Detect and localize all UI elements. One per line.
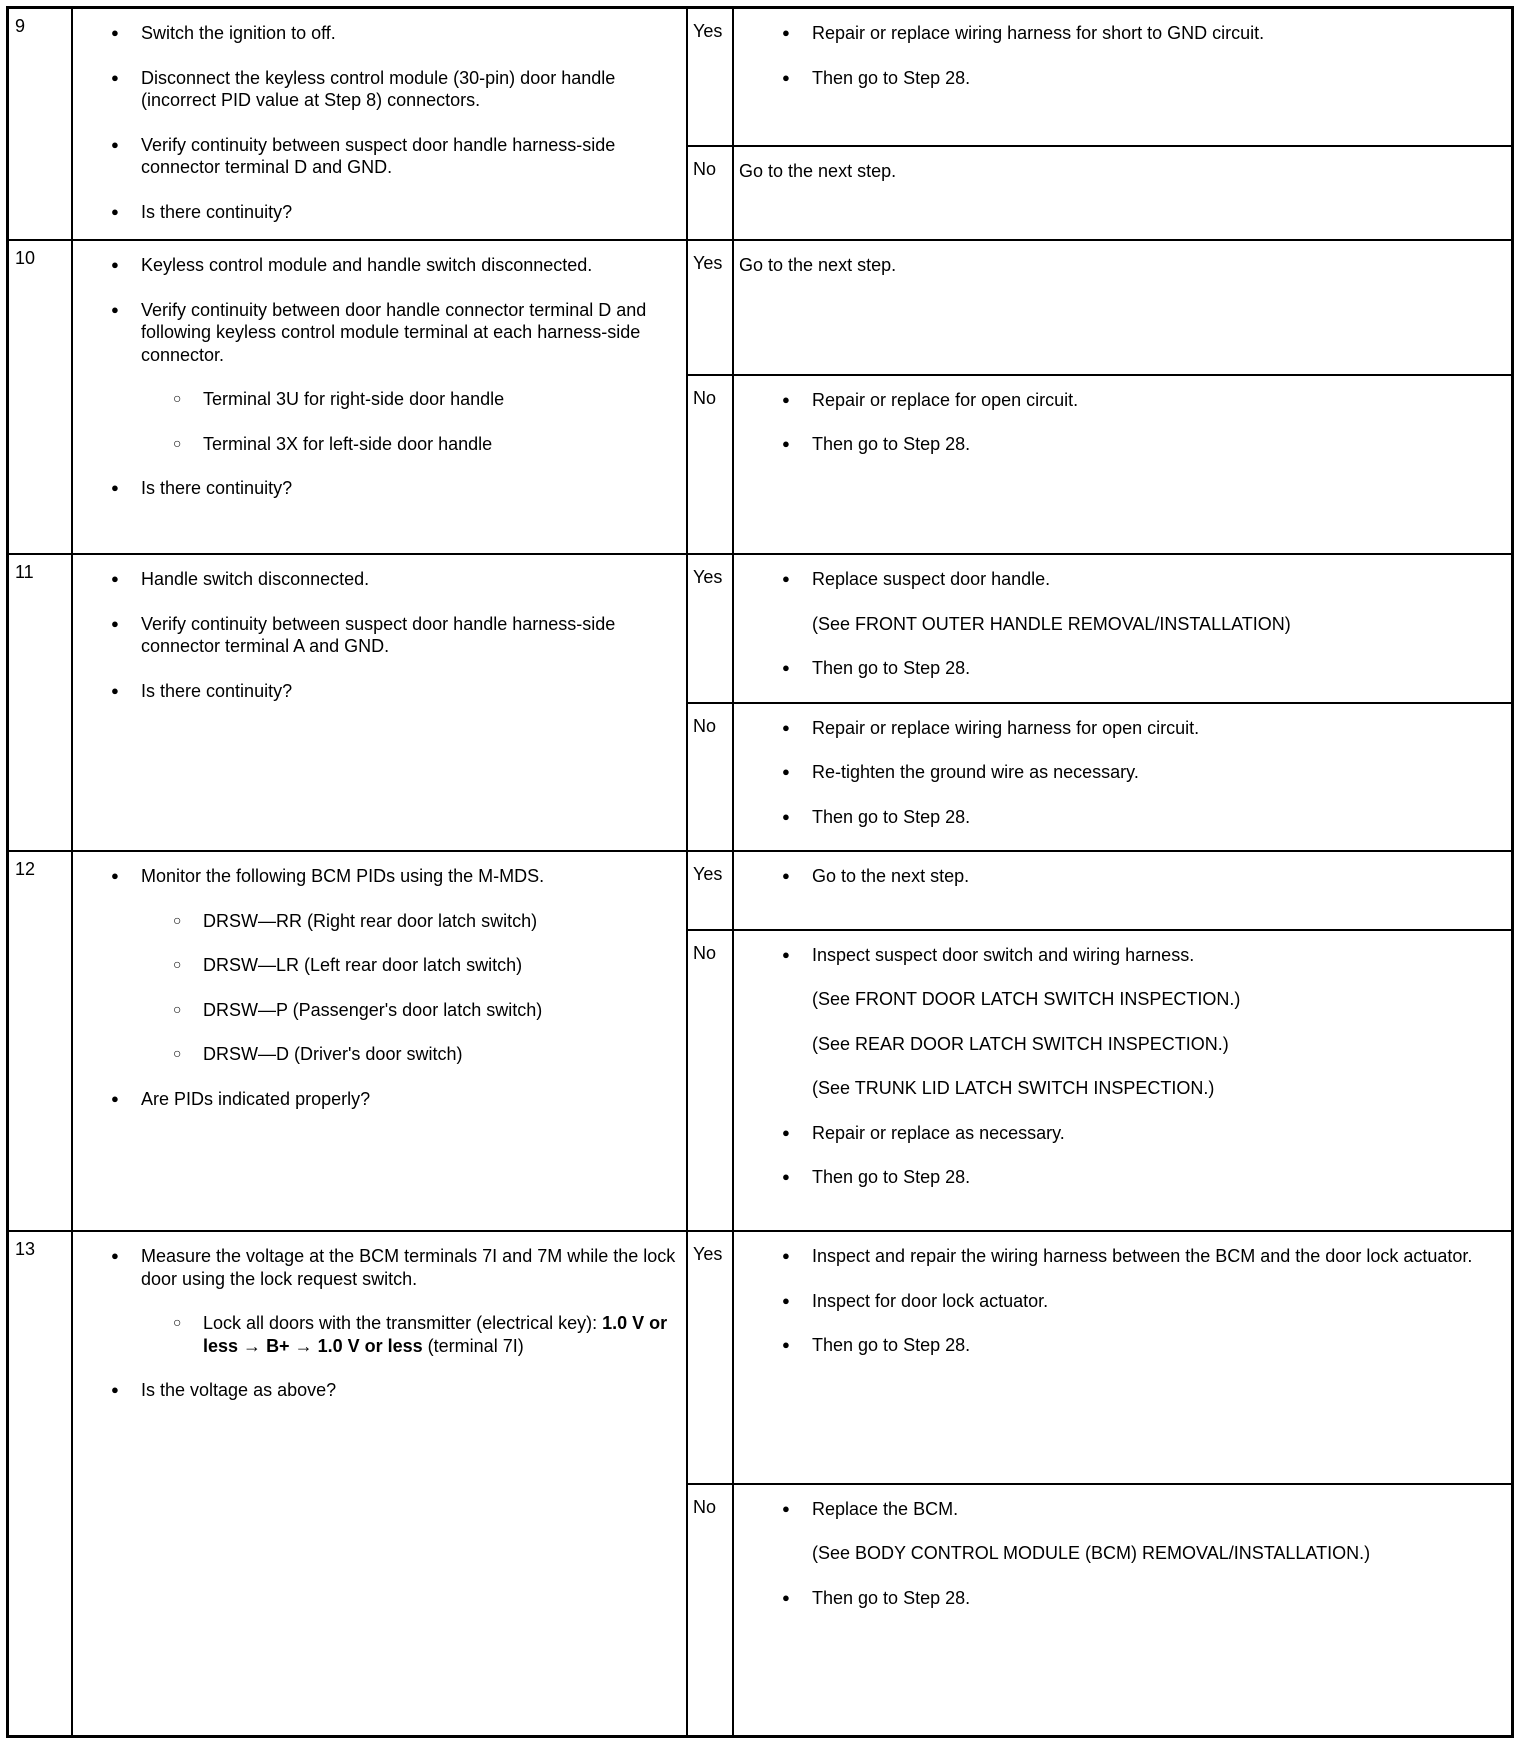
result-label: Yes bbox=[688, 9, 734, 145]
result-row bbox=[688, 1232, 1511, 1485]
filled-bullet-icon: ● bbox=[782, 1589, 790, 1605]
item-text: (See FRONT DOOR LATCH SWITCH INSPECTION.) bbox=[812, 989, 1241, 1010]
item-text: Then go to Step 28. bbox=[812, 1167, 971, 1188]
inspection-item-sub bbox=[73, 910, 676, 933]
filled-bullet-icon: ● bbox=[111, 480, 119, 495]
filled-bullet-icon: ● bbox=[111, 257, 119, 272]
item-text: Switch the ignition to off. bbox=[141, 23, 336, 43]
result-label: Yes bbox=[688, 241, 734, 374]
open-circle-bullet-icon: ○ bbox=[173, 956, 182, 972]
results-section bbox=[688, 555, 1511, 850]
filled-bullet-icon: ● bbox=[111, 615, 119, 631]
step-row bbox=[9, 555, 1511, 852]
result-row bbox=[688, 555, 1511, 704]
result-row bbox=[688, 1485, 1511, 1736]
filled-bullet-icon: ● bbox=[782, 391, 790, 407]
result-label: No bbox=[688, 376, 734, 553]
item-text: Is there continuity? bbox=[141, 201, 293, 222]
item-text: Is there continuity? bbox=[141, 478, 293, 498]
action-item-bullet bbox=[734, 22, 1499, 45]
filled-bullet-icon: ● bbox=[782, 946, 790, 962]
item-text: Are PIDs indicated properly? bbox=[141, 1088, 371, 1109]
inspection-item-sub bbox=[73, 433, 676, 456]
action-item-bullet bbox=[734, 433, 1499, 456]
action-item-bullet bbox=[734, 1166, 1499, 1189]
action-cell bbox=[734, 931, 1511, 1230]
action-item-bullet bbox=[734, 1334, 1499, 1357]
filled-bullet-icon: ● bbox=[111, 301, 119, 317]
filled-bullet-icon: ● bbox=[782, 868, 790, 883]
item-text: Disconnect the keyless control module (30-pin) door handle (incorrect PID value at Step 8) connectors. bbox=[141, 67, 616, 110]
inspection-cell bbox=[73, 852, 688, 1230]
open-circle-bullet-icon: ○ bbox=[173, 1045, 182, 1061]
inspection-item-bullet bbox=[73, 477, 676, 500]
item-text: Inspect suspect door switch and wiring harness. bbox=[812, 944, 1195, 965]
item-text: Inspect and repair the wiring harness between the BCM and the door lock actuator. bbox=[812, 1246, 1473, 1266]
action-item-bullet bbox=[734, 568, 1499, 591]
action-item-bullet bbox=[734, 944, 1499, 967]
item-text: (See FRONT OUTER HANDLE REMOVAL/INSTALLATION) bbox=[812, 613, 1291, 634]
inspection-item-bullet bbox=[73, 1379, 676, 1402]
action-cell bbox=[734, 1485, 1511, 1736]
action-item-bullet bbox=[734, 1587, 1499, 1610]
action-cell bbox=[734, 9, 1511, 145]
item-text: Is there continuity? bbox=[141, 680, 293, 701]
filled-bullet-icon: ● bbox=[111, 682, 119, 698]
inspection-item-bullet bbox=[73, 865, 676, 888]
result-row bbox=[688, 376, 1511, 553]
filled-bullet-icon: ● bbox=[782, 719, 790, 735]
inspection-cell bbox=[73, 555, 688, 850]
action-cell bbox=[734, 241, 1511, 374]
action-cell bbox=[734, 704, 1511, 851]
step-number: 13 bbox=[9, 1232, 73, 1735]
result-row bbox=[688, 9, 1511, 147]
action-item-bullet bbox=[734, 865, 1499, 888]
filled-bullet-icon: ● bbox=[111, 25, 119, 40]
result-row bbox=[688, 931, 1511, 1230]
item-text: Go to the next step. bbox=[739, 255, 897, 275]
action-item-bullet bbox=[734, 1290, 1499, 1313]
result-label: Yes bbox=[688, 852, 734, 929]
item-text: Verify continuity between suspect door handle harness-side connector terminal D and GND. bbox=[141, 134, 616, 177]
inspection-item-bullet bbox=[73, 299, 676, 367]
item-text: Repair or replace as necessary. bbox=[812, 1122, 1065, 1143]
inspection-item-bullet bbox=[73, 1245, 676, 1290]
item-text: Handle switch disconnected. bbox=[141, 569, 370, 589]
item-text: Verify continuity between suspect door handle harness-side connector terminal A and GND. bbox=[141, 613, 616, 656]
result-label: Yes bbox=[688, 1232, 734, 1483]
results-section bbox=[688, 852, 1511, 1230]
action-cell bbox=[734, 1232, 1511, 1483]
inspection-item-sub bbox=[73, 1043, 676, 1066]
item-text: Go to the next step. bbox=[812, 866, 970, 886]
action-item-note bbox=[734, 1542, 1499, 1565]
item-text: Re-tighten the ground wire as necessary. bbox=[812, 762, 1139, 782]
results-section bbox=[688, 9, 1511, 239]
inspection-item-bullet bbox=[73, 67, 676, 112]
action-item-bullet bbox=[734, 806, 1499, 829]
inspection-cell bbox=[73, 241, 688, 553]
filled-bullet-icon: ● bbox=[111, 1382, 119, 1397]
filled-bullet-icon: ● bbox=[111, 1090, 119, 1106]
action-cell bbox=[734, 555, 1511, 702]
item-text: Is the voltage as above? bbox=[141, 1380, 337, 1400]
item-text: Then go to Step 28. bbox=[812, 658, 971, 678]
filled-bullet-icon: ● bbox=[111, 69, 119, 85]
inspection-item-bullet bbox=[73, 254, 676, 277]
filled-bullet-icon: ● bbox=[782, 1248, 790, 1263]
result-label: No bbox=[688, 1485, 734, 1736]
item-text: Go to the next step. bbox=[739, 161, 897, 182]
step-row bbox=[9, 241, 1511, 555]
inspection-item-bullet bbox=[73, 613, 676, 658]
step-row bbox=[9, 1232, 1511, 1735]
inspection-item-bullet bbox=[73, 134, 676, 179]
action-item-bullet bbox=[734, 1122, 1499, 1145]
item-text: Then go to Step 28. bbox=[812, 1335, 971, 1355]
item-text: Repair or replace for open circuit. bbox=[812, 389, 1079, 410]
item-text: (See REAR DOOR LATCH SWITCH INSPECTION.) bbox=[812, 1033, 1229, 1054]
inspection-item-bullet bbox=[73, 22, 676, 45]
item-text: Verify continuity between door handle connector terminal D and following keyless control module terminal at each harness-side connector. bbox=[141, 299, 647, 365]
item-text: Lock all doors with the transmitter (electrical key): 1.0 V or less → B+ → 1.0 V or less (terminal 7I) bbox=[203, 1313, 668, 1356]
result-row bbox=[688, 852, 1511, 931]
filled-bullet-icon: ● bbox=[111, 868, 119, 883]
result-row bbox=[688, 241, 1511, 376]
item-text: DRSW—D (Driver's door switch) bbox=[203, 1044, 463, 1064]
item-text: (See TRUNK LID LATCH SWITCH INSPECTION.) bbox=[812, 1078, 1215, 1099]
item-text: Keyless control module and handle switch disconnected. bbox=[141, 255, 593, 275]
result-row bbox=[688, 147, 1511, 239]
action-cell bbox=[734, 852, 1511, 929]
item-text: (See BODY CONTROL MODULE (BCM) REMOVAL/INSTALLATION.) bbox=[812, 1543, 1371, 1563]
step-number: 10 bbox=[9, 241, 73, 553]
item-text: Replace suspect door handle. bbox=[812, 569, 1051, 589]
inspection-item-bullet bbox=[73, 201, 676, 224]
step-number: 12 bbox=[9, 852, 73, 1230]
action-item-bullet bbox=[734, 389, 1499, 412]
step-row bbox=[9, 852, 1511, 1232]
filled-bullet-icon: ● bbox=[111, 1248, 119, 1263]
action-item-note bbox=[734, 613, 1499, 636]
step-number: 9 bbox=[9, 9, 73, 239]
action-cell bbox=[734, 376, 1511, 553]
filled-bullet-icon: ● bbox=[782, 69, 790, 85]
action-item-bullet bbox=[734, 657, 1499, 680]
item-text: Replace the BCM. bbox=[812, 1498, 959, 1519]
action-item-bullet bbox=[734, 1245, 1499, 1268]
inspection-cell bbox=[73, 9, 688, 239]
open-circle-bullet-icon: ○ bbox=[173, 1000, 182, 1017]
filled-bullet-icon: ● bbox=[782, 1169, 790, 1185]
result-label: No bbox=[688, 704, 734, 851]
item-text: DRSW—LR (Left rear door latch switch) bbox=[203, 955, 523, 975]
inspection-item-bullet bbox=[73, 1088, 676, 1111]
open-circle-bullet-icon: ○ bbox=[173, 911, 182, 928]
step-row bbox=[9, 9, 1511, 241]
action-item-bullet bbox=[734, 1498, 1499, 1521]
open-circle-bullet-icon: ○ bbox=[173, 434, 182, 451]
result-label: Yes bbox=[688, 555, 734, 702]
inspection-item-sub bbox=[73, 388, 676, 411]
item-text: Terminal 3U for right-side door handle bbox=[203, 389, 505, 409]
filled-bullet-icon: ● bbox=[782, 436, 790, 452]
action-item-bullet bbox=[734, 761, 1499, 784]
item-text: Then go to Step 28. bbox=[812, 434, 971, 455]
filled-bullet-icon: ● bbox=[111, 571, 119, 586]
action-item-note bbox=[734, 988, 1499, 1011]
result-label: No bbox=[688, 147, 734, 239]
action-item-note bbox=[734, 1033, 1499, 1056]
filled-bullet-icon: ● bbox=[111, 136, 119, 152]
filled-bullet-icon: ● bbox=[782, 1124, 790, 1140]
open-circle-bullet-icon: ○ bbox=[173, 390, 182, 406]
inspection-item-bullet bbox=[73, 680, 676, 703]
troubleshooting-table bbox=[6, 6, 1514, 1738]
action-item-plain bbox=[734, 160, 1499, 183]
item-text: Monitor the following BCM PIDs using the M-MDS. bbox=[141, 866, 545, 886]
filled-bullet-icon: ● bbox=[782, 1337, 790, 1352]
action-item-plain bbox=[734, 254, 1499, 277]
filled-bullet-icon: ● bbox=[782, 808, 790, 824]
open-circle-bullet-icon: ○ bbox=[173, 1314, 182, 1330]
action-item-bullet bbox=[734, 717, 1499, 740]
filled-bullet-icon: ● bbox=[782, 1500, 790, 1516]
inspection-item-bullet bbox=[73, 568, 676, 591]
inspection-item-sub bbox=[73, 954, 676, 977]
item-text: DRSW—RR (Right rear door latch switch) bbox=[203, 910, 538, 931]
item-text: Repair or replace wiring harness for open circuit. bbox=[812, 717, 1200, 738]
inspection-item-sub bbox=[73, 1312, 676, 1357]
item-text: DRSW—P (Passenger's door latch switch) bbox=[203, 999, 543, 1020]
inspection-item-sub bbox=[73, 999, 676, 1022]
item-text: Measure the voltage at the BCM terminals 7I and 7M while the lock door using the lock request switch. bbox=[141, 1246, 676, 1289]
item-text: Then go to Step 28. bbox=[812, 1587, 971, 1608]
item-text: Then go to Step 28. bbox=[812, 806, 971, 827]
filled-bullet-icon: ● bbox=[782, 25, 790, 40]
item-text: Inspect for door lock actuator. bbox=[812, 1290, 1049, 1311]
action-item-bullet bbox=[734, 67, 1499, 90]
step-number: 11 bbox=[9, 555, 73, 850]
result-row bbox=[688, 704, 1511, 851]
action-cell bbox=[734, 147, 1511, 239]
results-section bbox=[688, 241, 1511, 553]
filled-bullet-icon: ● bbox=[782, 660, 790, 675]
item-text: Terminal 3X for left-side door handle bbox=[203, 433, 493, 454]
item-text: Then go to Step 28. bbox=[812, 67, 971, 88]
filled-bullet-icon: ● bbox=[111, 203, 119, 219]
result-label: No bbox=[688, 931, 734, 1230]
filled-bullet-icon: ● bbox=[782, 571, 790, 586]
results-section bbox=[688, 1232, 1511, 1735]
filled-bullet-icon: ● bbox=[782, 764, 790, 779]
item-text: Repair or replace wiring harness for short to GND circuit. bbox=[812, 23, 1265, 43]
filled-bullet-icon: ● bbox=[782, 1292, 790, 1308]
inspection-cell bbox=[73, 1232, 688, 1735]
action-item-note bbox=[734, 1077, 1499, 1100]
